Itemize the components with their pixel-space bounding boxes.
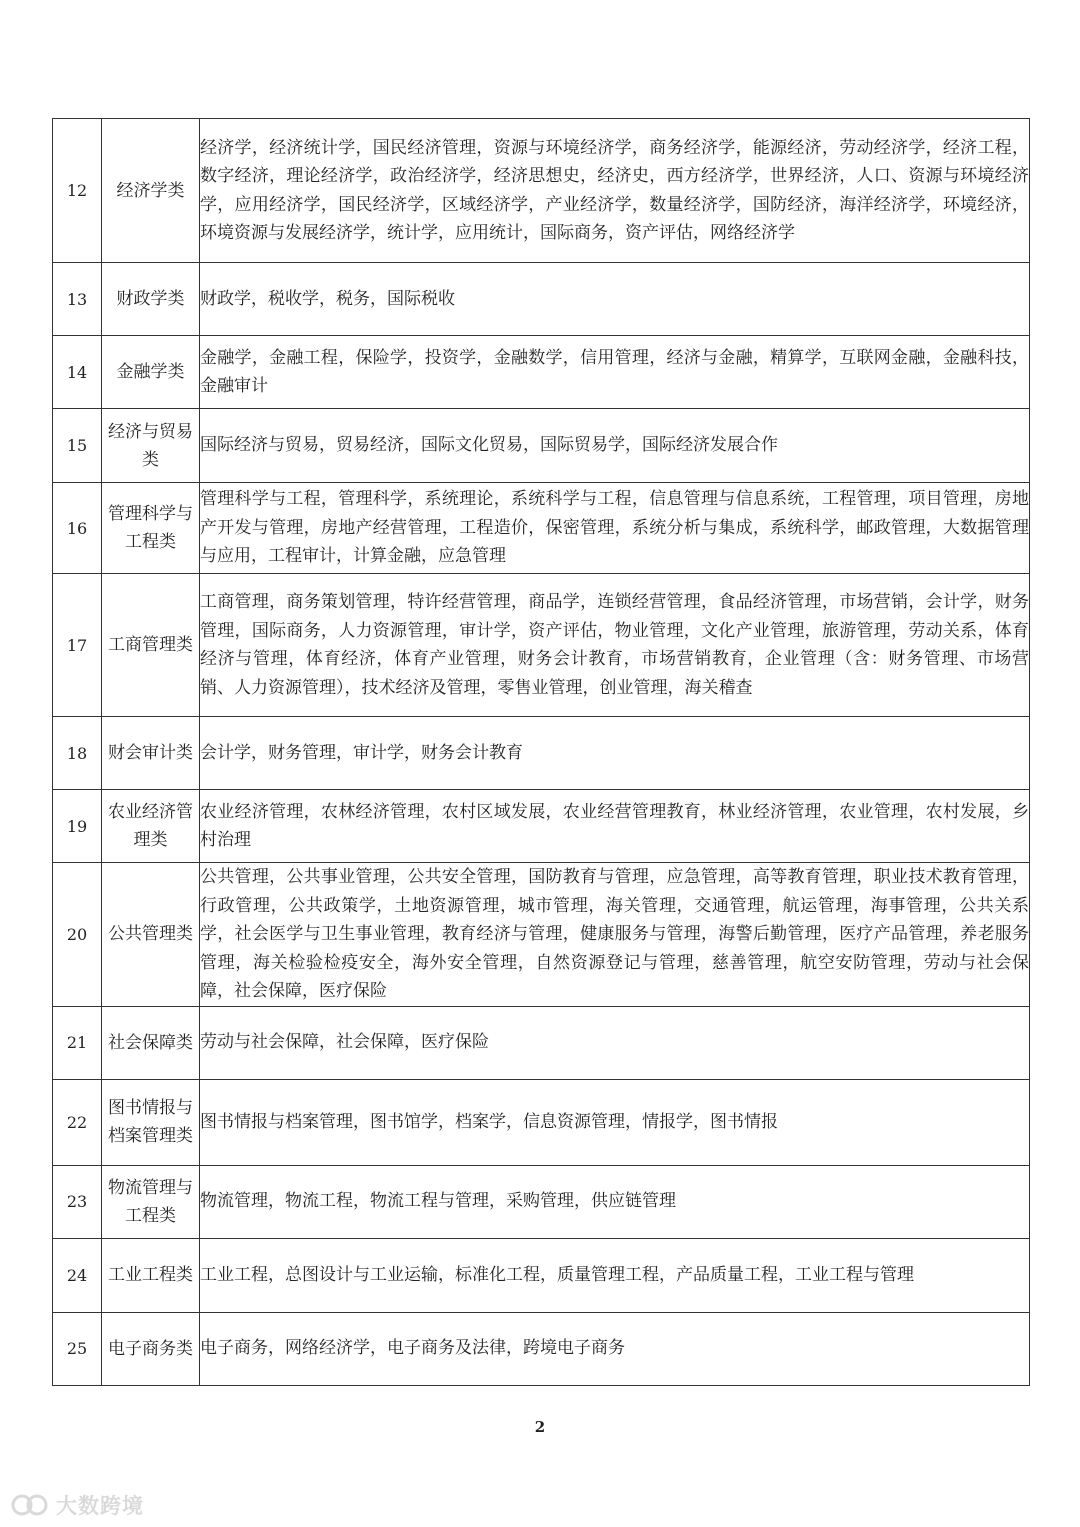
row-number: 21 <box>53 1006 102 1079</box>
majors-table <box>52 118 1030 1386</box>
category-name: 公共管理类 <box>102 863 200 1007</box>
row-number: 16 <box>53 483 102 574</box>
category-name: 工业工程类 <box>102 1238 200 1312</box>
majors-list: 农业经济管理，农林经济管理，农村区域发展，农业经营管理教育，林业经济管理，农业管理，农村发展，乡村治理 <box>200 790 1030 863</box>
majors-list: 工商管理，商务策划管理，特许经营管理，商品学，连锁经营管理，食品经济管理，市场营销，会计学，财务管理，国际商务，人力资源管理，审计学，资产评估，物业管理，文化产业管理，旅游管理，劳动关系，体育经济与管理，体育经济，体育产业管理，财务会计教育，市场营销教育，企业管理（含：财务管理、市场营销、人力资源管理），技术经济及管理，零售业管理，创业管理，海关稽查 <box>200 574 1030 717</box>
category-name: 工商管理类 <box>102 574 200 717</box>
majors-list: 工业工程，总图设计与工业运输，标准化工程，质量管理工程，产品质量工程，工业工程与管理 <box>200 1238 1030 1312</box>
majors-list: 财政学，税收学，税务，国际税收 <box>200 263 1030 336</box>
table-row <box>53 1238 1030 1312</box>
watermark-logo-icon <box>10 1492 50 1518</box>
table-row <box>53 574 1030 717</box>
watermark <box>10 1490 144 1520</box>
table-row <box>53 717 1030 790</box>
table-row <box>53 336 1030 409</box>
majors-list: 管理科学与工程，管理科学，系统理论，系统科学与工程，信息管理与信息系统，工程管理，项目管理，房地产开发与管理，房地产经营管理，工程造价，保密管理，系统分析与集成，系统科学，邮政管理，大数据管理与应用，工程审计，计算金融，应急管理 <box>200 483 1030 574</box>
category-name: 社会保障类 <box>102 1006 200 1079</box>
table-row <box>53 1312 1030 1385</box>
table-row <box>53 1006 1030 1079</box>
category-name: 电子商务类 <box>102 1312 200 1385</box>
row-number: 23 <box>53 1165 102 1238</box>
majors-list: 金融学，金融工程，保险学，投资学，金融数学，信用管理，经济与金融，精算学，互联网金融，金融科技，金融审计 <box>200 336 1030 409</box>
table-row <box>53 409 1030 483</box>
row-number: 12 <box>53 119 102 263</box>
table-row <box>53 119 1030 263</box>
majors-list: 经济学，经济统计学，国民经济管理，资源与环境经济学，商务经济学，能源经济，劳动经济学，经济工程，数字经济，理论经济学，政治经济学，经济思想史，经济史，西方经济学，世界经济，人口、资源与环境经济学，应用经济学，国民经济学，区域经济学，产业经济学，数量经济学，国防经济，海洋经济学，环境经济，环境资源与发展经济学，统计学，应用统计，国际商务，资产评估，网络经济学 <box>200 119 1030 263</box>
table-row <box>53 1079 1030 1165</box>
category-name: 经济与贸易类 <box>102 409 200 483</box>
majors-list: 劳动与社会保障，社会保障，医疗保险 <box>200 1006 1030 1079</box>
row-number: 17 <box>53 574 102 717</box>
category-name: 管理科学与工程类 <box>102 483 200 574</box>
category-name: 农业经济管理类 <box>102 790 200 863</box>
majors-list: 公共管理，公共事业管理，公共安全管理，国防教育与管理，应急管理，高等教育管理，职业技术教育管理，行政管理，公共政策学，土地资源管理，城市管理，海关管理，交通管理，航运管理，海事管理，公共关系学，社会医学与卫生事业管理，教育经济与管理，健康服务与管理，海警后勤管理，医疗产品管理，养老服务管理，海关检验检疫安全，海外安全管理，自然资源登记与管理，慈善管理，航空安防管理，劳动与社会保障，社会保障，医疗保险 <box>200 863 1030 1007</box>
table-row <box>53 1165 1030 1238</box>
table-row <box>53 483 1030 574</box>
majors-list: 物流管理，物流工程，物流工程与管理，采购管理，供应链管理 <box>200 1165 1030 1238</box>
category-name: 财政学类 <box>102 263 200 336</box>
row-number: 25 <box>53 1312 102 1385</box>
majors-list: 图书情报与档案管理，图书馆学，档案学，信息资源管理，情报学，图书情报 <box>200 1079 1030 1165</box>
majors-list: 会计学，财务管理，审计学，财务会计教育 <box>200 717 1030 790</box>
majors-list: 电子商务，网络经济学，电子商务及法律，跨境电子商务 <box>200 1312 1030 1385</box>
table-row <box>53 263 1030 336</box>
category-name: 物流管理与工程类 <box>102 1165 200 1238</box>
table-row <box>53 790 1030 863</box>
row-number: 18 <box>53 717 102 790</box>
row-number: 14 <box>53 336 102 409</box>
category-name: 财会审计类 <box>102 717 200 790</box>
row-number: 15 <box>53 409 102 483</box>
row-number: 19 <box>53 790 102 863</box>
category-name: 图书情报与档案管理类 <box>102 1079 200 1165</box>
category-name: 金融学类 <box>102 336 200 409</box>
category-name: 经济学类 <box>102 119 200 263</box>
table-row <box>53 863 1030 1007</box>
row-number: 24 <box>53 1238 102 1312</box>
row-number: 22 <box>53 1079 102 1165</box>
row-number: 20 <box>53 863 102 1007</box>
watermark-text: 大数跨境 <box>56 1494 144 1518</box>
page-number: 2 <box>534 1418 546 1436</box>
row-number: 13 <box>53 263 102 336</box>
majors-list: 国际经济与贸易，贸易经济，国际文化贸易，国际贸易学，国际经济发展合作 <box>200 409 1030 483</box>
